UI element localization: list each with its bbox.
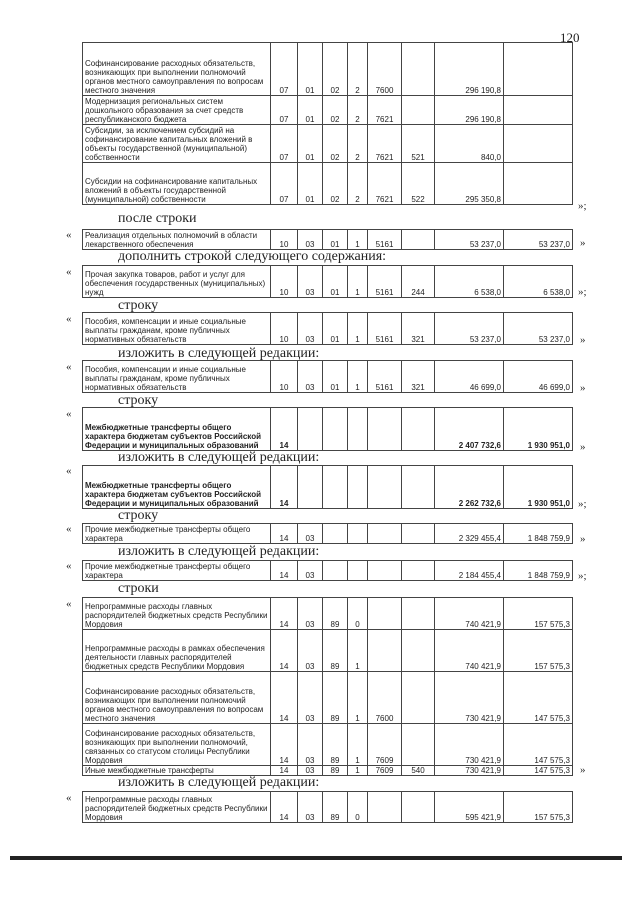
row-name: Прочая закупка товаров, работ и услуг для обеспечения государственных (муниципальных) нужд (83, 266, 271, 298)
code-program: 01 (323, 313, 348, 345)
sum-year-1: 2 329 455,4 (435, 524, 504, 544)
code-subprogram: 1 (348, 672, 368, 724)
code-subsection: 03 (298, 561, 323, 581)
code-target (368, 792, 402, 823)
row-name: Пособия, компенсации и иные социальные выплаты гражданам, кроме публичных нормативных обязательств (83, 313, 271, 345)
row-name: Непрограммные расходы главных распорядителей бюджетных средств Республики Мордовия (83, 792, 271, 823)
page-number: 120 (560, 30, 580, 45)
code-subprogram: 2 (348, 43, 368, 96)
sum-year-2: 147 575,3 (504, 672, 573, 724)
open-quote: « (66, 560, 72, 572)
open-quote: « (66, 313, 72, 325)
code-section: 14 (271, 792, 298, 823)
code-section: 10 (271, 313, 298, 345)
code-subprogram (348, 466, 368, 509)
code-program (323, 561, 348, 581)
code-subprogram (348, 561, 368, 581)
code-program: 89 (323, 672, 348, 724)
code-program: 89 (323, 598, 348, 630)
code-subprogram: 2 (348, 125, 368, 163)
code-target: 7621 (368, 125, 402, 163)
code-section: 14 (271, 524, 298, 544)
budget-table (82, 791, 573, 823)
code-section: 14 (271, 672, 298, 724)
close-quote: » (580, 764, 586, 776)
code-target: 7600 (368, 43, 402, 96)
sum-year-2 (504, 43, 573, 96)
code-program (323, 408, 348, 451)
close-quote: »; (578, 200, 587, 212)
row-name: Модернизация региональных систем дошкольного образования за счет средств республиканского бюджета (83, 96, 271, 125)
row-name: Непрограммные расходы в рамках обеспечения деятельности главных распорядителей бюджетных средств Республики Мордовия (83, 630, 271, 672)
row-name: Реализация отдельных полномочий в области лекарственного обеспечения (83, 230, 271, 250)
code-target (368, 408, 402, 451)
code-subprogram: 1 (348, 313, 368, 345)
code-target: 7621 (368, 163, 402, 205)
code-target (368, 598, 402, 630)
close-quote: » (580, 334, 586, 346)
close-quote: »; (578, 498, 587, 510)
sum-year-2: 147 575,3 (504, 724, 573, 766)
instruction-after-row: после строки (118, 211, 197, 226)
budget-table (82, 465, 573, 509)
close-quote: »; (578, 570, 587, 582)
code-expense-type (402, 792, 435, 823)
footer-rule (10, 856, 622, 860)
code-subprogram (348, 408, 368, 451)
code-subsection: 01 (298, 125, 323, 163)
table-row (83, 163, 573, 205)
code-target (368, 524, 402, 544)
table-row (83, 524, 573, 544)
sum-year-1: 2 184 455,4 (435, 561, 504, 581)
sum-year-1: 295 350,8 (435, 163, 504, 205)
code-expense-type (402, 724, 435, 766)
sum-year-2 (504, 125, 573, 163)
code-subsection: 03 (298, 524, 323, 544)
code-target (368, 561, 402, 581)
table-row (83, 672, 573, 724)
code-target: 7609 (368, 766, 402, 776)
code-program: 89 (323, 792, 348, 823)
sum-year-1: 740 421,9 (435, 598, 504, 630)
code-subsection: 01 (298, 96, 323, 125)
table-row (83, 766, 573, 776)
code-expense-type (402, 230, 435, 250)
code-expense-type (402, 408, 435, 451)
code-target: 5161 (368, 361, 402, 393)
sum-year-1: 595 421,9 (435, 792, 504, 823)
code-expense-type (402, 96, 435, 125)
code-expense-type (402, 466, 435, 509)
open-quote: « (66, 792, 72, 804)
code-expense-type (402, 561, 435, 581)
code-program: 01 (323, 230, 348, 250)
instruction-restate: изложить в следующей редакции: (118, 544, 320, 559)
row-name: Прочие межбюджетные трансферты общего характера (83, 561, 271, 581)
code-subprogram (348, 524, 368, 544)
budget-table (82, 597, 573, 776)
instruction-restate: изложить в следующей редакции: (118, 775, 320, 790)
sum-year-2: 53 237,0 (504, 313, 573, 345)
instruction-rows: строки (118, 581, 159, 596)
table-row (83, 266, 573, 298)
sum-year-2: 147 575,3 (504, 766, 573, 776)
table-row (83, 792, 573, 823)
code-subsection: 03 (298, 361, 323, 393)
row-name: Пособия, компенсации и иные социальные выплаты гражданам, кроме публичных нормативных обязательств (83, 361, 271, 393)
table-row (83, 125, 573, 163)
code-program: 89 (323, 766, 348, 776)
code-program: 02 (323, 125, 348, 163)
budget-table (82, 265, 573, 298)
code-subsection: 03 (298, 766, 323, 776)
instruction-row: строку (118, 298, 159, 313)
code-subprogram: 1 (348, 766, 368, 776)
code-section: 07 (271, 125, 298, 163)
sum-year-1: 730 421,9 (435, 672, 504, 724)
table-row (83, 598, 573, 630)
code-subprogram: 1 (348, 630, 368, 672)
instruction-restate: изложить в следующей редакции: (118, 450, 320, 465)
code-section: 14 (271, 766, 298, 776)
code-section: 10 (271, 266, 298, 298)
row-name: Софинансирование расходных обязательств, возникающих при выполнении полномочий, связанных со статусом столицы Республики Мордовия (83, 724, 271, 766)
open-quote: « (66, 229, 72, 241)
row-name: Непрограммные расходы главных распорядителей бюджетных средств Республики Мордовия (83, 598, 271, 630)
budget-table (82, 229, 573, 250)
sum-year-1: 2 262 732,6 (435, 466, 504, 509)
row-name: Софинансирование расходных обязательств, возникающих при выполнении полномочий органов местного самоуправления по вопросам местного значения (83, 672, 271, 724)
code-section: 14 (271, 598, 298, 630)
row-name: Прочие межбюджетные трансферты общего характера (83, 524, 271, 544)
code-subsection: 03 (298, 598, 323, 630)
code-subsection (298, 466, 323, 509)
sum-year-1: 296 190,8 (435, 96, 504, 125)
code-section: 07 (271, 96, 298, 125)
row-name: Субсидии, за исключением субсидий на софинансирование капитальных вложений в объекты государственной (муниципальной) собственности (83, 125, 271, 163)
code-subprogram: 2 (348, 163, 368, 205)
sum-year-1: 296 190,8 (435, 43, 504, 96)
code-target (368, 466, 402, 509)
table-row (83, 43, 573, 96)
open-quote: « (66, 598, 72, 610)
sum-year-1: 53 237,0 (435, 230, 504, 250)
sum-year-2: 53 237,0 (504, 230, 573, 250)
budget-table (82, 42, 573, 205)
code-subprogram: 1 (348, 724, 368, 766)
open-quote: « (66, 361, 72, 373)
code-subsection: 01 (298, 43, 323, 96)
row-name: Межбюджетные трансферты общего характера бюджетам субъектов Российской Федерации и муниципальных образований (83, 408, 271, 451)
sum-year-2: 157 575,3 (504, 792, 573, 823)
table-row (83, 96, 573, 125)
budget-table (82, 523, 573, 544)
code-section: 14 (271, 561, 298, 581)
code-section: 10 (271, 230, 298, 250)
table-row (83, 466, 573, 509)
code-program: 02 (323, 43, 348, 96)
table-row (83, 630, 573, 672)
close-quote: » (580, 441, 586, 453)
code-expense-type: 522 (402, 163, 435, 205)
open-quote: « (66, 266, 72, 278)
code-program: 01 (323, 266, 348, 298)
code-target: 7621 (368, 96, 402, 125)
open-quote: « (66, 523, 72, 535)
code-program (323, 524, 348, 544)
row-name: Межбюджетные трансферты общего характера бюджетам субъектов Российской Федерации и муниципальных образований (83, 466, 271, 509)
code-subprogram: 0 (348, 792, 368, 823)
code-subsection: 03 (298, 630, 323, 672)
code-program: 89 (323, 724, 348, 766)
close-quote: » (580, 237, 586, 249)
sum-year-2: 1 848 759,9 (504, 561, 573, 581)
instruction-add-row: дополнить строкой следующего содержания: (118, 249, 387, 264)
open-quote: « (66, 408, 72, 420)
sum-year-1: 840,0 (435, 125, 504, 163)
open-quote: « (66, 465, 72, 477)
table-row (83, 313, 573, 345)
code-program: 02 (323, 163, 348, 205)
code-subsection: 03 (298, 230, 323, 250)
instruction-restate: изложить в следующей редакции: (118, 346, 320, 361)
code-subprogram: 2 (348, 96, 368, 125)
code-subsection: 03 (298, 672, 323, 724)
sum-year-1: 53 237,0 (435, 313, 504, 345)
code-subprogram: 1 (348, 361, 368, 393)
code-section: 07 (271, 163, 298, 205)
code-subsection: 03 (298, 313, 323, 345)
code-subsection (298, 408, 323, 451)
table-row (83, 408, 573, 451)
code-target: 5161 (368, 230, 402, 250)
budget-table (82, 407, 573, 451)
sum-year-2: 46 699,0 (504, 361, 573, 393)
sum-year-1: 730 421,9 (435, 724, 504, 766)
code-subprogram: 1 (348, 230, 368, 250)
sum-year-2: 1 848 759,9 (504, 524, 573, 544)
code-target: 7600 (368, 672, 402, 724)
sum-year-2: 1 930 951,0 (504, 466, 573, 509)
code-expense-type: 244 (402, 266, 435, 298)
instruction-row: строку (118, 508, 159, 523)
code-expense-type (402, 598, 435, 630)
code-subprogram: 0 (348, 598, 368, 630)
budget-table (82, 360, 573, 393)
code-subsection: 03 (298, 792, 323, 823)
code-target: 5161 (368, 313, 402, 345)
code-program (323, 466, 348, 509)
code-expense-type: 321 (402, 361, 435, 393)
code-subsection: 03 (298, 266, 323, 298)
code-expense-type (402, 672, 435, 724)
code-expense-type: 540 (402, 766, 435, 776)
sum-year-2 (504, 163, 573, 205)
close-quote: » (580, 382, 586, 394)
code-section: 14 (271, 466, 298, 509)
code-section: 10 (271, 361, 298, 393)
code-program: 01 (323, 361, 348, 393)
code-expense-type (402, 524, 435, 544)
sum-year-2: 6 538,0 (504, 266, 573, 298)
table-row (83, 361, 573, 393)
sum-year-2: 1 930 951,0 (504, 408, 573, 451)
row-name: Софинансирование расходных обязательств, возникающих при выполнении полномочий органов местного самоуправления по вопросам местного значения (83, 43, 271, 96)
table-row (83, 724, 573, 766)
code-subprogram: 1 (348, 266, 368, 298)
code-program: 02 (323, 96, 348, 125)
code-target: 5161 (368, 266, 402, 298)
budget-table (82, 312, 573, 345)
sum-year-2: 157 575,3 (504, 630, 573, 672)
code-expense-type: 521 (402, 125, 435, 163)
code-section: 14 (271, 630, 298, 672)
sum-year-1: 2 407 732,6 (435, 408, 504, 451)
sum-year-1: 730 421,9 (435, 766, 504, 776)
code-expense-type (402, 630, 435, 672)
table-row (83, 230, 573, 250)
code-target (368, 630, 402, 672)
code-section: 14 (271, 408, 298, 451)
sum-year-1: 6 538,0 (435, 266, 504, 298)
code-subsection: 01 (298, 163, 323, 205)
close-quote: » (580, 533, 586, 545)
sum-year-2 (504, 96, 573, 125)
code-expense-type (402, 43, 435, 96)
code-target: 7609 (368, 724, 402, 766)
code-subsection: 03 (298, 724, 323, 766)
table-row (83, 561, 573, 581)
code-expense-type: 321 (402, 313, 435, 345)
sum-year-1: 740 421,9 (435, 630, 504, 672)
row-name: Субсидии на софинансирование капитальных вложений в объекты государственной (муниципальной) собственности (83, 163, 271, 205)
budget-table (82, 560, 573, 581)
sum-year-1: 46 699,0 (435, 361, 504, 393)
instruction-row: строку (118, 393, 159, 408)
sum-year-2: 157 575,3 (504, 598, 573, 630)
code-program: 89 (323, 630, 348, 672)
code-section: 14 (271, 724, 298, 766)
row-name: Иные межбюджетные трансферты (83, 766, 271, 776)
code-section: 07 (271, 43, 298, 96)
close-quote: »; (578, 286, 587, 298)
